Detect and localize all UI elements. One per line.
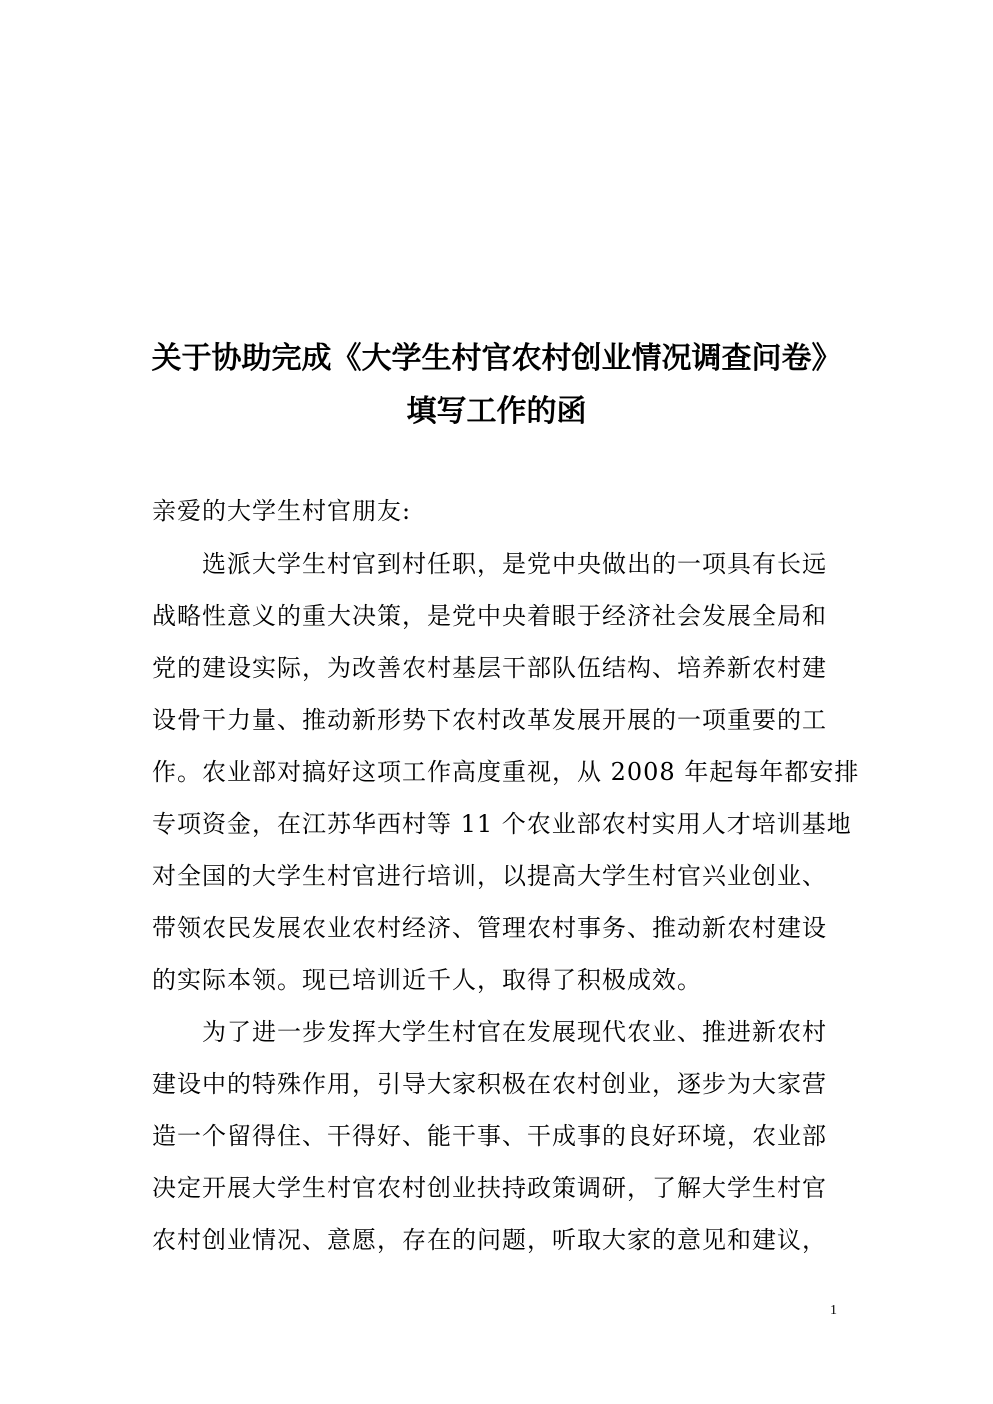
body-line: 的实际本领。现已培训近千人，取得了积极成效。	[152, 966, 702, 994]
body-line: 农村创业情况、意愿，存在的问题，听取大家的意见和建议，	[152, 1226, 827, 1254]
body-line: 战略性意义的重大决策，是党中央着眼于经济社会发展全局和	[152, 602, 827, 630]
body-line: 党的建设实际，为改善农村基层干部队伍结构、培养新农村建	[152, 654, 827, 682]
document-title-line-2: 填写工作的函	[406, 394, 587, 429]
body-line: 为了进一步发挥大学生村官在发展现代农业、推进新农村	[152, 1018, 827, 1046]
body-line: 建设中的特殊作用，引导大家积极在农村创业，逐步为大家营	[152, 1070, 827, 1098]
document-title-line-1: 关于协助完成《大学生村官农村创业情况调查问卷》	[151, 341, 842, 376]
body-line: 决定开展大学生村官农村创业扶持政策调研，了解大学生村官	[152, 1174, 827, 1202]
body-line: 造一个留得住、干得好、能干事、干成事的良好环境，农业部	[152, 1122, 827, 1150]
body-line: 设骨干力量、推动新形势下农村改革发展开展的一项重要的工	[152, 706, 827, 734]
page-number: 1	[830, 1303, 837, 1318]
body-line: 带领农民发展农业农村经济、管理农村事务、推动新农村建设	[152, 914, 827, 942]
body-line: 专项资金，在江苏华西村等 11 个农业部农村实用人才培训基地	[152, 810, 852, 838]
body-line: 作。农业部对搞好这项工作高度重视，从 2008 年起每年都安排	[152, 758, 860, 786]
body-line: 对全国的大学生村官进行培训，以提高大学生村官兴业创业、	[152, 862, 827, 890]
greeting: 亲爱的大学生村官朋友:	[152, 497, 412, 525]
body-line: 选派大学生村官到村任职，是党中央做出的一项具有长远	[152, 550, 827, 578]
